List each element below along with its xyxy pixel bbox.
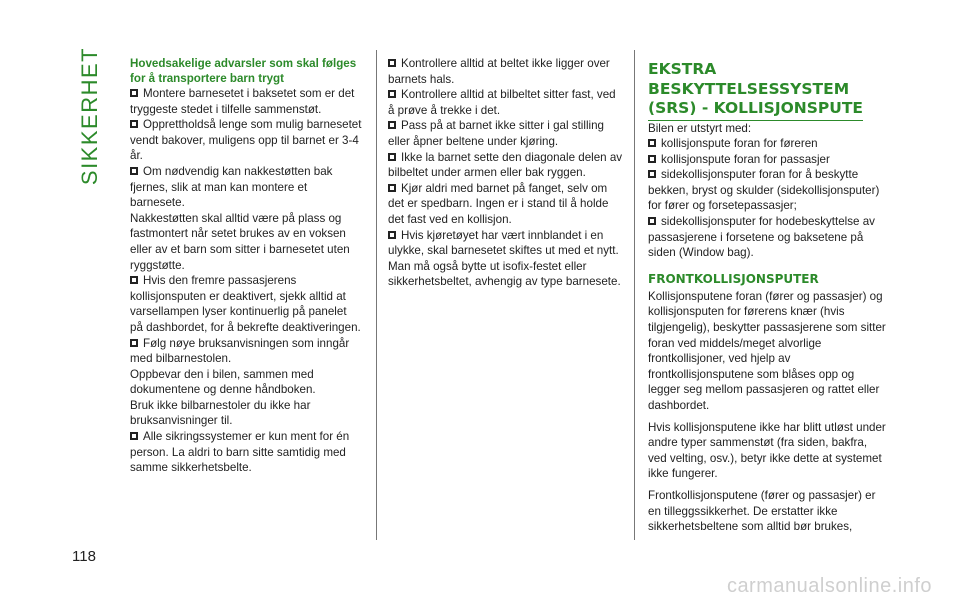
bullet-icon (388, 153, 396, 161)
srs-heading-line-2: BESKYTTELSESSYSTEM (648, 79, 850, 98)
paragraph: Kollisjonsputene foran (fører og passasjer) og kollisjonsputen for førerens knær (hvis tilgjengelig), beskytter passasjerene som sitter foran ved middels/meget alvorlige frontkollisjoner, ved hjelp av frontkollisjonsputene som blåses opp og legger seg mellom passasjeren og rattet eller dashbordet. (648, 289, 886, 412)
column-divider-2 (634, 50, 635, 540)
paragraph-text: Alle sikringssystemer er kun ment for én person. La aldri to barn sitte samtidig med samme sikkerhetsbelte. (130, 430, 350, 475)
bullet-icon (130, 167, 138, 175)
list-item-text: kollisjonspute foran for passasjer (661, 152, 830, 166)
paragraph (388, 181, 624, 228)
paragraph (130, 164, 362, 211)
paragraph (130, 336, 362, 367)
paragraph (388, 56, 624, 87)
bullet-icon (648, 155, 656, 163)
paragraph-text: Opprettholdså lenge som mulig barnesetet vendt bakover, muligens opp til barnet er 3-4 år. (130, 118, 362, 163)
srs-heading (648, 60, 888, 121)
bullet-icon (130, 339, 138, 347)
paragraph-text: Om nødvendig kan nakkestøtten bak fjernes, slik at man kan montere et barnesete. (130, 164, 333, 210)
bullet-icon (648, 217, 656, 225)
paragraph: Oppbevar den i bilen, sammen med dokumentene og denne håndboken. (130, 367, 316, 397)
bullet-icon (388, 59, 396, 67)
paragraph-text: Ikke la barnet sette den diagonale delen av bilbeltet under armen eller bak ryggen. (388, 150, 623, 180)
column-3 (648, 60, 888, 535)
paragraph-text: Kontrollere alltid at beltet ikke ligger over barnets hals. (388, 57, 610, 86)
list-item (648, 136, 888, 152)
paragraph: Frontkollisjonsputene (fører og passasjer) er en tilleggssikkerhet. De erstatter ikke sikkerhetsbeltene som alltid bør brukes, (648, 488, 876, 534)
paragraph (388, 118, 624, 149)
list-item-text: sidekollisjonsputer foran for å beskytte bekken, bryst og skulder (sidekollisjonsputer) for fører og forsetepassasjer; (648, 168, 880, 213)
paragraph (130, 429, 362, 476)
paragraph-text: Hvis den fremre passasjerens kollisjonsputen er deaktivert, sjekk alltid at varsellampen lyser kontinuerlig på panelet på dashbordet, for å bekrefte deaktiveringen. (130, 274, 361, 334)
list-item-text: kollisjonspute foran for føreren (661, 137, 818, 151)
paragraph (388, 150, 624, 181)
paragraph (388, 228, 624, 290)
paragraph (130, 117, 362, 164)
paragraph (388, 87, 624, 118)
srs-heading-line-3: (SRS) - KOLLISJONSPUTE (648, 99, 863, 121)
bullet-icon (388, 90, 396, 98)
warnings-heading: Hovedsakelige advarsler som skal følges for å transportere barn trygt (130, 57, 357, 85)
paragraph-text: Kjør aldri med barnet på fanget, selv om det er spedbarn. Ingen er i stand til å holde det fast ved en kollisjon. (388, 181, 609, 226)
bullet-icon (648, 170, 656, 178)
bullet-icon (130, 120, 138, 128)
paragraph-text: Kontrollere alltid at bilbeltet sitter fast, ved å prøve å trekke i det. (388, 88, 616, 117)
bullet-icon (130, 276, 138, 284)
column-2 (388, 56, 624, 290)
paragraph: Bruk ikke bilbarnestoler du ikke har bruksanvisninger til. (130, 398, 311, 428)
column-divider-1 (376, 50, 377, 540)
bullet-icon (388, 121, 396, 129)
list-item (648, 214, 888, 261)
paragraph (130, 86, 362, 117)
list-item (648, 167, 888, 214)
section-title-vertical (76, 46, 104, 186)
paragraph (130, 273, 362, 335)
list-item-text: sidekollisjonsputer for hodebeskyttelse av passasjerene i forsetene og baksetene på siden (Window bag). (648, 215, 875, 260)
bullet-icon (388, 231, 396, 239)
watermark: carmanualsonline.info (726, 575, 932, 597)
bullet-icon (648, 139, 656, 147)
paragraph: Nakkestøtten skal alltid være på plass og fastmontert når setet brukes av en voksen eller av et barn som sitter i barnesetet uten ryggstøtte. (130, 211, 350, 272)
bullet-icon (388, 184, 396, 192)
paragraph: Hvis kollisjonsputene ikke har blitt utløst under andre typer sammenstøt (fra siden, bakfra, ved velting, osv.), betyr ikke dette at systemet ikke fungerer. (648, 420, 886, 481)
paragraph-text: Følg nøye bruksanvisningen som inngår med bilbarnestolen. (130, 336, 350, 366)
bullet-icon (130, 89, 138, 97)
paragraph-text: Pass på at barnet ikke sitter i gal stilling eller åpner beltene under kjøring. (388, 119, 604, 148)
list-item (648, 152, 888, 168)
srs-heading-line-1: EKSTRA (648, 60, 717, 78)
page-number: 118 (72, 548, 96, 565)
paragraph-text: Hvis kjøretøyet har vært innblandet i en ulykke, skal barnesetet skiftes ut med et nytt. Man må også bytte ut isofix-festet eller sikkerhetsbeltet, avhengig av type barnesete. (388, 228, 621, 289)
paragraph-text: Montere barnesetet i baksetet som er det tryggeste stedet i tilfelle sammenstøt. (130, 87, 355, 116)
intro-text: Bilen er utstyrt med: (648, 121, 752, 135)
bullet-icon (130, 432, 138, 440)
front-airbags-heading: FRONTKOLLISJONSPUTER (648, 271, 819, 286)
column-1 (130, 56, 362, 476)
section-title-text: SIKKERHET (77, 46, 102, 186)
